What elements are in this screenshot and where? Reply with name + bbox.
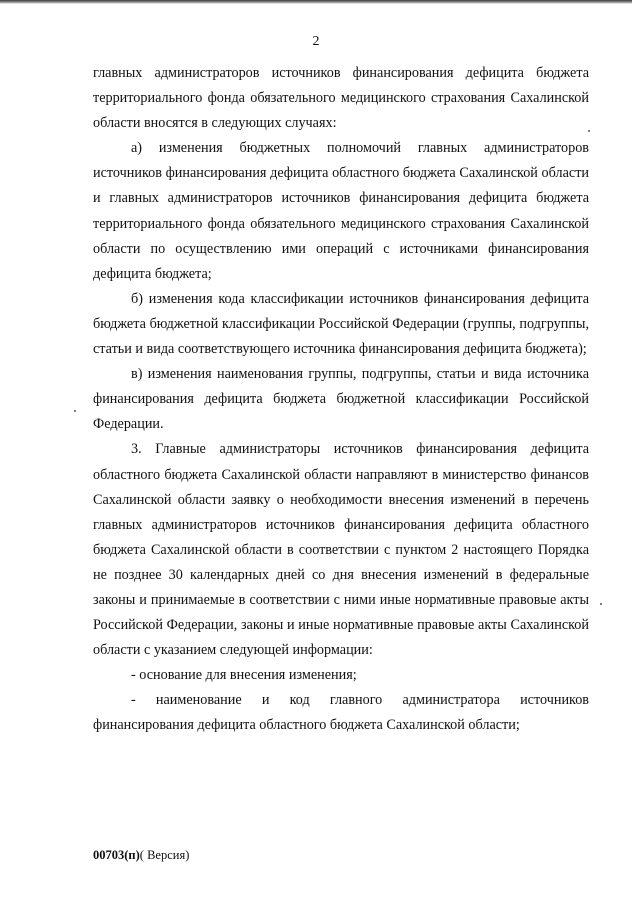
footer-code: 00703(п): [93, 848, 140, 862]
paragraph-item-a: а) изменения бюджетных полномочий главных администраторов источников финансирования дефицита областного бюджета Сахалинской области и главных администраторов источников финансирования дефицита бюджета территориального фонда обязательного медицинского страхования Сахалинской области по осуществлению ими операций с источниками финансирования дефицита бюджета;: [93, 140, 589, 282]
page-number: 2: [312, 34, 320, 49]
paragraph-item-b: б) изменения кода классификации источников финансирования дефицита бюджета бюджетной классификации Российской Федерации (группы, подгруппы, статьи и вида соответствующего источника финансирования дефицита бюджета);: [93, 290, 589, 358]
footer-version: ( Версия): [139, 848, 190, 862]
scan-speck: [74, 410, 76, 412]
scan-speck: [588, 130, 590, 132]
paragraph-bullet-1: - основание для внесения изменения;: [131, 667, 357, 684]
paragraph-item-v: в) изменения наименования группы, подгруппы, статьи и вида источника финансирования дефицита бюджета бюджетной классификации Российской Федерации.: [93, 366, 589, 433]
scan-edge: [0, 0, 632, 4]
paragraph-bullet-2: - наименование и код главного администратора источников финансирования дефицита областного бюджета Сахалинской области;: [93, 692, 589, 734]
footer: [93, 848, 189, 863]
document-body: [93, 61, 589, 739]
paragraph-section-3: 3. Главные администраторы источников финансирования дефицита областного бюджета Сахалинской области направляют в министерство финансов Сахалинской области заявку о необходимости внесения изменений в перечень главных администраторов источников финансирования дефицита областного бюджета Сахалинской области в соответствии с пунктом 2 настоящего Порядка не позднее 30 календарных дней со дня внесения изменений в федеральные законы и принимаемые в соответствии с ними иные нормативные правовые акты Российской Федерации, законы и иные нормативные правовые акты Сахалинской области с указанием следующей информации:: [93, 441, 589, 659]
scan-speck: [600, 603, 602, 605]
paragraph-intro: главных администраторов источников финансирования дефицита бюджета территориального фонда обязательного медицинского страхования Сахалинской области вносятся в следующих случаях:: [93, 65, 589, 132]
